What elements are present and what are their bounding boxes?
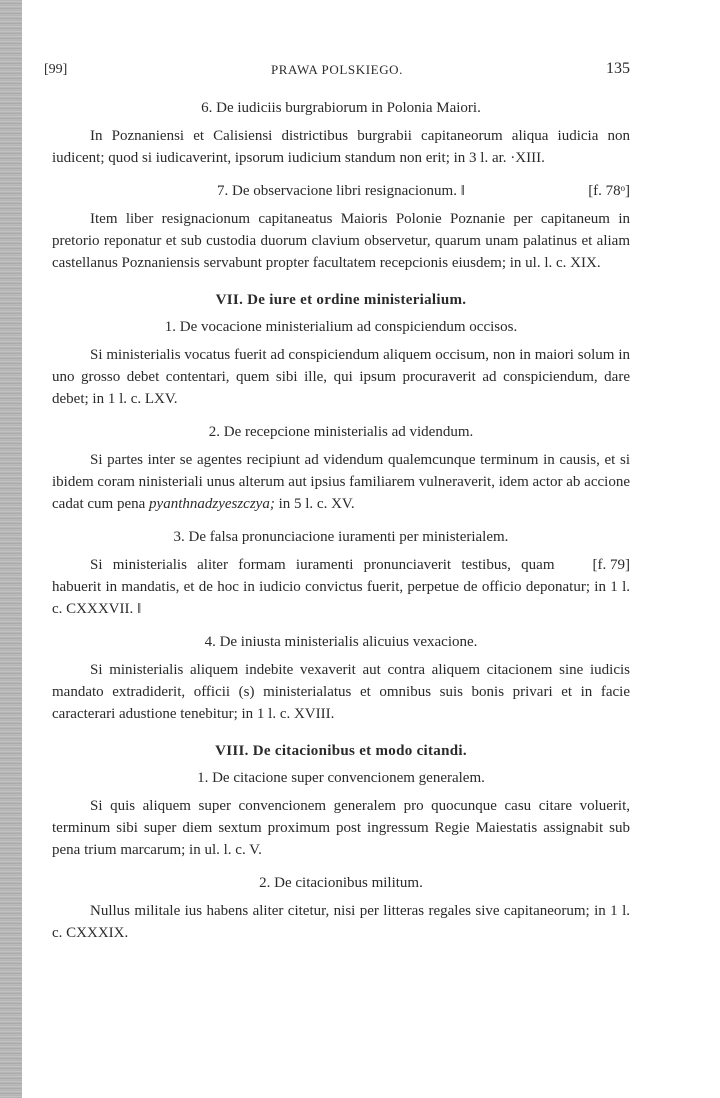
- page-number: 135: [606, 60, 630, 77]
- subsection-heading: [52, 875, 630, 892]
- folio-reference: [f. 79]: [592, 557, 630, 573]
- subsection-heading: [52, 319, 630, 336]
- header-bracket-number: [99]: [44, 62, 68, 77]
- paragraph: [52, 554, 630, 620]
- subsection-heading-text: 4. De iniusta ministerialis alicuius vexacione.: [204, 634, 478, 650]
- paragraph-text: Item liber resignacionum capitaneatus Maioris Polonie Poznanie per capitaneum in pretorio reponatur et sub custodia duorum clavium observetur, quarum unam palatinus et aliam castellanus Poznaniensis servabunt propter facultatem recepcionis eiusdem; in ul. l. c. XIX.: [52, 211, 630, 271]
- subsection-heading-text: 1. De vocacione ministerialium ad conspiciendum occisos.: [164, 319, 518, 335]
- paragraph: [52, 449, 630, 515]
- paragraph: [52, 659, 630, 725]
- paragraph: [52, 208, 630, 274]
- paragraph-text: Si partes inter se agentes recipiunt ad videndum qualemcunque terminum in causis, et si ibidem coram ninisteriali unus alterum aut ipsius familiarem vulneraverit, idem actor ab accione cadat cum pena: [52, 452, 630, 512]
- section-heading: [52, 292, 630, 309]
- italic-term: pyanthnadzyeszczya;: [149, 496, 275, 512]
- paragraph: [52, 795, 630, 861]
- paragraph-text: Si quis aliquem super convencionem generalem pro quocunque casu citare voluerit, terminum sibi super diem sextum proximum post ingressum Regie Maiestatis assignabit sub pena trium marcarum; in ul. l. c. V.: [52, 798, 630, 858]
- scan-page-edge: [0, 0, 22, 1098]
- subsection-heading: [52, 529, 630, 546]
- section-heading: [52, 743, 630, 760]
- section-heading-text: VII. De iure et ordine ministerialium.: [215, 292, 467, 308]
- subsection-heading-text: 2. De citacionibus militum.: [259, 875, 423, 891]
- running-header: [44, 58, 630, 82]
- paragraph-text-tail: in 5 l. c. XV.: [274, 496, 355, 512]
- paragraph-text: Si ministerialis vocatus fuerit ad conspiciendum aliquem occisum, non in maiori solum in uno grosso debet contentari, quem sibi ille, qui ipsum procuraverit ad conspiciendum, dare debet; in 1 l. c. LXV.: [52, 347, 630, 407]
- paragraph: [52, 900, 630, 944]
- section-heading-text: VIII. De citacionibus et modo citandi.: [215, 743, 467, 759]
- paragraph-text: Nullus militale ius habens aliter citetur, nisi per litteras regales sive capitaneorum; in 1 l. c. CXXXIX.: [52, 903, 630, 941]
- header-title: PRAWA POLSKIEGO.: [270, 62, 404, 77]
- subsection-heading-text: 2. De recepcione ministerialis ad videndum.: [208, 424, 474, 440]
- subsection-heading: [52, 100, 630, 117]
- paragraph-text: Si ministerialis aliter formam iuramenti pronunciaverit testibus, quam habuerit in mandatis, et de hoc in iudicio convictus fuerit, perpetue de officio deponatur; in 1 l. c. CXXXVII. ‖: [52, 557, 630, 617]
- subsection-heading-text: 1. De citacione super convencionem generalem.: [197, 770, 485, 786]
- subsection-heading-text: 3. De falsa pronunciacione iuramenti per ministerialem.: [173, 529, 509, 545]
- subsection-heading: [52, 634, 630, 651]
- page-body: [52, 100, 630, 958]
- paragraph-text: Si ministerialis aliquem indebite vexaverit aut contra aliquem citacionem sine iudicis mandato extradiderit, officii (s) ministerialatus et omnibus suis bonis privari et in facie caracterari adustione tenebitur; in 1 l. c. XVIII.: [52, 662, 630, 722]
- subsection-heading: [52, 183, 630, 200]
- subsection-heading-text: 7. De observacione libri resignacionum. ‖: [217, 183, 465, 199]
- folio-reference: [f. 78ᵒ]: [588, 183, 630, 199]
- paragraph-text: In Poznaniensi et Calisiensi districtibus burgrabii capitaneorum aliqua iudicia non iudicent; quod si iudicaverint, ipsorum iudicium standum non erit; in 3 l. ar. ·XIII.: [52, 128, 630, 166]
- paragraph: [52, 125, 630, 169]
- paragraph: [52, 344, 630, 410]
- subsection-heading: [52, 424, 630, 441]
- subsection-heading: [52, 770, 630, 787]
- subsection-heading-text: 6. De iudiciis burgrabiorum in Polonia Maiori.: [201, 100, 481, 116]
